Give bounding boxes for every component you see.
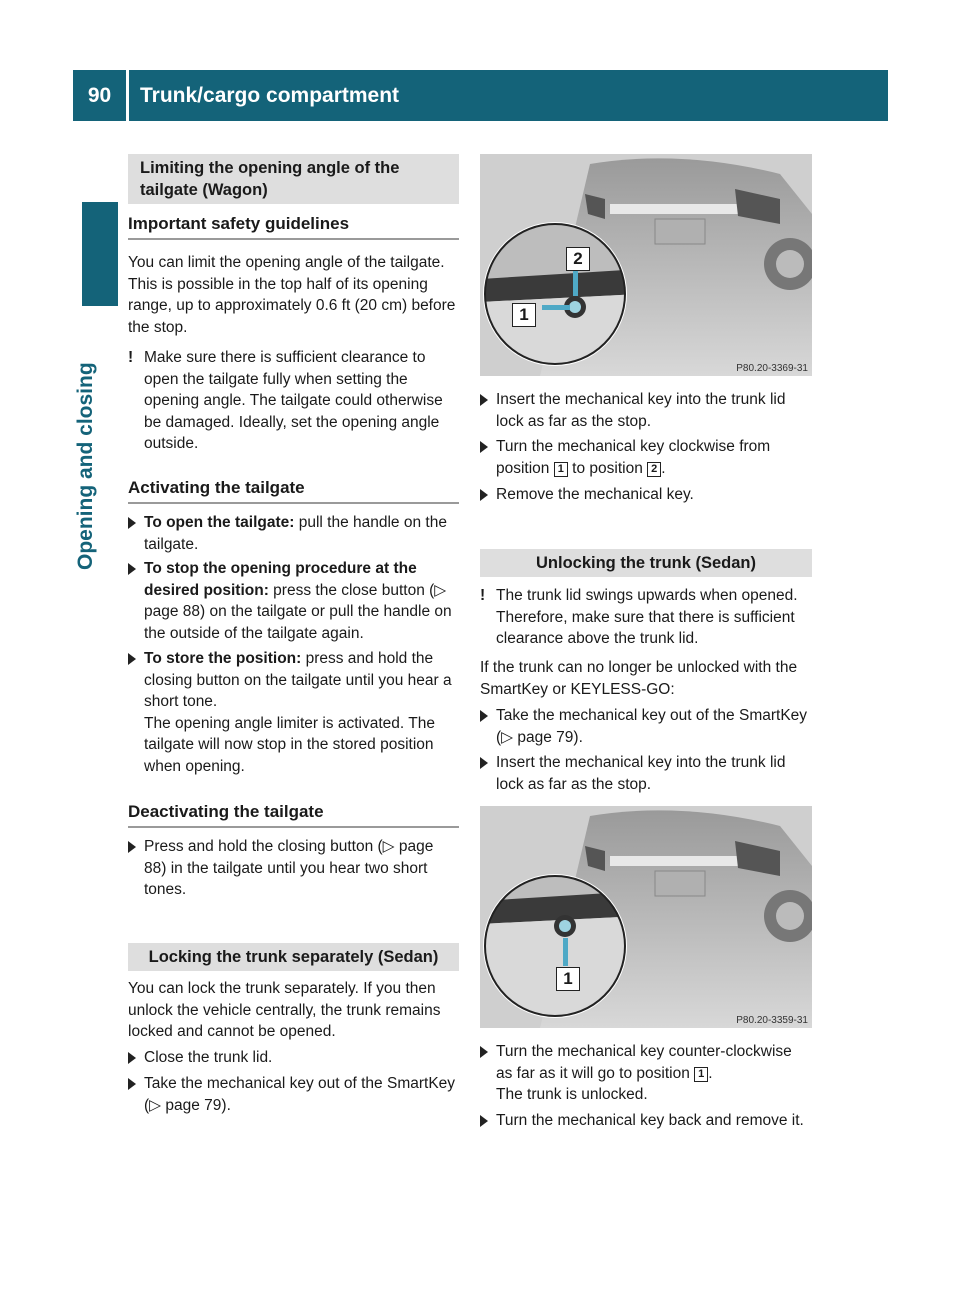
step-text: press and hold the closing button on the tailgate until you hear a short tone.: [144, 650, 452, 710]
step-text: press the close button (▷ page 88) on the tailgate or pull the handle on the outside of the tailgate again.: [144, 581, 452, 642]
step-label: To store the position:: [144, 650, 302, 667]
step-store-position: [128, 648, 459, 777]
step-insert-key-2: [480, 752, 812, 795]
step-text: .: [708, 1064, 713, 1082]
step-arrow-icon: [128, 1052, 136, 1064]
chapter-label: Opening and closing: [74, 362, 97, 570]
step-stop-opening: [128, 558, 459, 644]
trunk-lock-figure-2: [480, 806, 812, 1028]
safety-paragraph: You can limit the opening angle of the tailgate. This is possible in the top half of its opening range, up to approximately 0.6 ft (20 cm) before the stop.: [128, 254, 456, 336]
step-arrow-icon: [128, 517, 136, 529]
step-text: Take the mechanical key out of the SmartKey (▷ page 79).: [144, 1075, 456, 1114]
step-arrow-icon: [128, 653, 136, 665]
step-arrow-icon: [128, 841, 136, 853]
step-arrow-icon: [128, 1078, 136, 1090]
step-arrow-icon: [480, 710, 488, 722]
locking-paragraph: You can lock the trunk separately. If you then unlock the vehicle centrally, the trunk remains locked and cannot be opened.: [128, 980, 441, 1040]
step-take-key: [128, 1073, 459, 1116]
step-turn-back-remove: [480, 1110, 812, 1132]
step-take-key-out: [480, 705, 812, 748]
section-title-locking-trunk: Locking the trunk separately (Sedan): [128, 943, 459, 971]
step-text: pull the handle on the tailgate.: [144, 514, 447, 553]
step-arrow-icon: [480, 489, 488, 501]
step-arrow-icon: [480, 757, 488, 769]
trunk-lock-figure-1: [480, 154, 812, 376]
step-text: Press and hold the closing button (▷ page 88) in the tailgate until you hear two short tones.: [144, 838, 434, 898]
warning-icon: !: [480, 587, 486, 604]
subheading-activating: Activating the tailgate: [128, 478, 459, 504]
subheading-safety: Important safety guidelines: [128, 214, 459, 240]
warning-text: The trunk lid swings upwards when opened. Therefore, make sure that there is sufficient clearance above the trunk lid.: [496, 587, 798, 647]
callout-1: 1: [512, 303, 536, 327]
step-text: Insert the mechanical key into the trunk lid lock as far as the stop.: [496, 754, 786, 793]
step-text: Remove the mechanical key.: [496, 486, 694, 503]
step-text: Insert the mechanical key into the trunk lid lock as far as the stop.: [496, 391, 786, 430]
step-turn-counter-clockwise: [480, 1041, 812, 1106]
warning-clearance: [128, 347, 459, 455]
position-badge-2: 2: [647, 462, 661, 477]
step-press-hold: [128, 836, 459, 901]
warning-trunk-swing: [480, 585, 812, 650]
figure-caption: P80.20-3359-31: [736, 1015, 808, 1026]
page-title: Trunk/cargo compartment: [140, 84, 400, 107]
warning-icon: !: [128, 349, 134, 366]
position-badge-1: 1: [694, 1067, 708, 1082]
step-arrow-icon: [480, 1115, 488, 1127]
step-insert-key: [480, 389, 812, 432]
step-label: To open the tailgate:: [144, 514, 295, 531]
step-arrow-icon: [128, 563, 136, 575]
trunk-lock-illustration-2: [480, 806, 812, 1028]
step-label: To stop the opening procedure at the desired position:: [144, 560, 417, 599]
subheading-deactivating: Deactivating the tailgate: [128, 802, 459, 828]
step-text: .: [661, 459, 666, 477]
step-open-tailgate: [128, 512, 459, 555]
step-arrow-icon: [480, 441, 488, 453]
step-turn-clockwise: [480, 436, 812, 479]
step-text: to position: [567, 459, 648, 477]
step-close-lid: [128, 1047, 459, 1069]
callout-1: 1: [556, 967, 580, 991]
step-text: Turn the mechanical key back and remove it.: [496, 1112, 804, 1129]
trunk-lock-illustration-1: [480, 154, 812, 376]
step-remove-key: [480, 484, 812, 506]
step-result: The opening angle limiter is activated. The tailgate will now stop in the stored position when opening.: [144, 714, 435, 775]
step-text: Turn the mechanical key clockwise from position: [496, 438, 771, 477]
figure-caption: P80.20-3369-31: [736, 363, 808, 374]
section-title-limiting-angle: Limiting the opening angle of the tailgate (Wagon): [128, 154, 459, 204]
step-result: The trunk is unlocked.: [496, 1086, 648, 1103]
warning-text: Make sure there is sufficient clearance to open the tailgate fully when setting the opening angle. The tailgate could otherwise be damaged. Ideally, set the opening angle outside.: [144, 349, 443, 452]
step-arrow-icon: [480, 394, 488, 406]
step-text: Close the trunk lid.: [144, 1049, 273, 1066]
page-number: 90: [87, 84, 112, 107]
header-divider: [126, 70, 129, 121]
callout-2: 2: [566, 247, 590, 271]
step-text: Turn the mechanical key counter-clockwise as far as it will go to position: [496, 1043, 792, 1082]
step-text: Take the mechanical key out of the SmartKey (▷ page 79).: [496, 707, 808, 746]
position-badge-1: 1: [554, 462, 568, 477]
chapter-marker: [82, 202, 118, 306]
section-title-unlocking-trunk: Unlocking the trunk (Sedan): [480, 549, 812, 577]
step-arrow-icon: [480, 1046, 488, 1058]
unlock-paragraph: If the trunk can no longer be unlocked with the SmartKey or KEYLESS-GO:: [480, 659, 798, 698]
